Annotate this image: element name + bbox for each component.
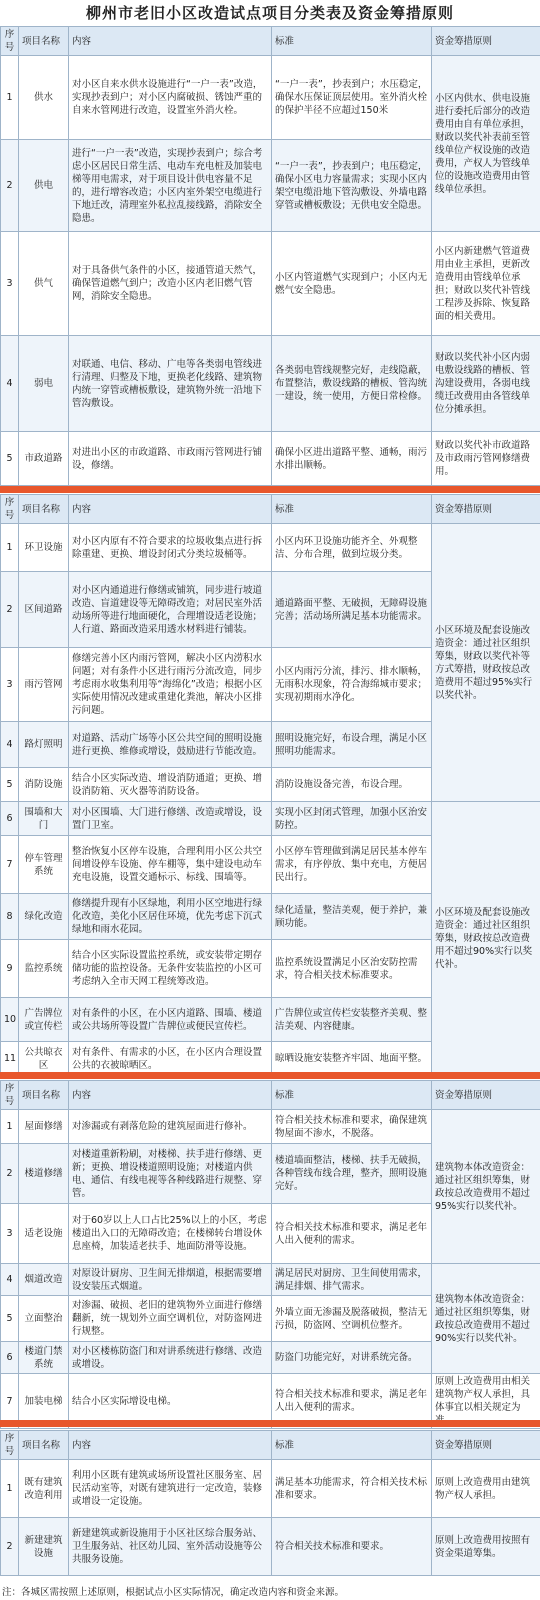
cell-no: 6 — [1, 1342, 19, 1374]
cell-content: 结合小区实际设置监控系统，或安装带定期存储功能的监控设备。无条件安装监控的小区可考虑纳入全市天网工程统筹改造。 — [69, 940, 272, 998]
cell-no: 2 — [1, 1144, 19, 1204]
cell-content: 对小区内原有不符合要求的垃圾收集点进行拆除重建、更换、增设封闭式分类垃圾桶等。 — [69, 524, 272, 572]
cell-name: 市政道路 — [19, 432, 69, 486]
header-fund: 资金筹措原则 — [432, 1431, 540, 1460]
cell-content: 对原设计厨房、卫生间无排烟道，根据需要增设安装压式烟道。 — [69, 1264, 272, 1296]
table-row — [1, 524, 540, 572]
table-row — [1, 232, 540, 336]
cell-fund: 原则上改造费用由建筑物产权人承担。 — [432, 1460, 540, 1518]
table-header — [1, 1081, 540, 1110]
cell-no: 7 — [1, 1374, 19, 1429]
table-row — [1, 1518, 540, 1576]
cell-standard: 消防设施设备完善，布设合理。 — [272, 768, 432, 802]
cell-standard: “一户一表”，抄表到户；水压稳定，确保水压保证顶层使用。室外消火栓的保护半径不应超过150米 — [272, 56, 432, 140]
cell-no: 4 — [1, 1264, 19, 1296]
cell-name: 雨污管网 — [19, 648, 69, 722]
table-row — [1, 336, 540, 432]
cell-standard: 照明设施完好，布设合理，满足小区照明功能需求。 — [272, 722, 432, 768]
cell-content: 对小区围墙、大门进行修缮、改造或增设，设置门卫室。 — [69, 802, 272, 836]
cell-standard: 符合相关技术标准和要求，确保建筑物屋面不渗水，不脱落。 — [272, 1110, 432, 1144]
cell-no: 3 — [1, 1204, 19, 1264]
cell-standard: “一户一表”，抄表到户；电压稳定，确保小区电力容量需求；实现小区内架空电缆沿地下管沟敷设、外墙电路穿管或槽板敷设；无供电安全隐患。 — [272, 140, 432, 232]
header-name: 项目名称 — [19, 1431, 69, 1460]
section-divider — [0, 1420, 540, 1427]
cell-standard: 符合相关技术标准和要求。 — [272, 1518, 432, 1576]
header-content: 内容 — [69, 1081, 272, 1110]
cell-name: 供气 — [19, 232, 69, 336]
cell-no: 1 — [1, 56, 19, 140]
section-divider — [0, 486, 540, 493]
cell-name: 公共晾衣区 — [19, 1042, 69, 1076]
cell-standard: 确保小区进出道路平整、通畅，雨污水排出顺畅。 — [272, 432, 432, 486]
cell-content: 对小区楼栋防盗门和对讲系统进行修缮、改造或增设。 — [69, 1342, 272, 1374]
cell-name: 既有建筑改造利用 — [19, 1460, 69, 1518]
cell-no: 3 — [1, 648, 19, 722]
cell-name: 环卫设施 — [19, 524, 69, 572]
cell-no: 5 — [1, 768, 19, 802]
cell-name: 路灯照明 — [19, 722, 69, 768]
cell-content: 结合小区实际改造、增设消防通道；更换、增设消防箱、灭火器等消防设备。 — [69, 768, 272, 802]
cell-name: 区间道路 — [19, 572, 69, 648]
cell-standard: 小区内管道燃气实现到户；小区内无燃气安全隐患。 — [272, 232, 432, 336]
page-title: 柳州市老旧小区改造试点项目分类表及资金筹措原则 — [85, 3, 454, 22]
header-standard: 标准 — [272, 1081, 432, 1110]
cell-no: 1 — [1, 1110, 19, 1144]
cell-standard: 楼道墙面整洁，楼梯、扶手无破损，各种管线布线合理，整齐，照明设施完好。 — [272, 1144, 432, 1204]
cell-standard: 小区内环卫设施功能齐全、外观整洁、分布合理，做到垃圾分类。 — [272, 524, 432, 572]
cell-name: 加装电梯 — [19, 1374, 69, 1429]
cell-no: 8 — [1, 894, 19, 940]
cell-standard: 各类弱电管线规整完好，走线隐蔽，布置整洁，敷设线路的槽板、管沟统一建设，统一使用，方便日常检修。 — [272, 336, 432, 432]
cell-name: 围墙和大门 — [19, 802, 69, 836]
cell-no: 11 — [1, 1042, 19, 1076]
header-no: 序号 — [1, 1081, 19, 1110]
header-name: 项目名称 — [19, 1081, 69, 1110]
cell-no: 6 — [1, 802, 19, 836]
footnote: 注：各城区需按照上述原则，根据试点小区实际情况，确定改造内容和资金来源。 — [2, 1587, 345, 1598]
cell-no: 2 — [1, 572, 19, 648]
cell-no: 10 — [1, 998, 19, 1042]
table-row — [1, 56, 540, 140]
cell-standard: 通道路面平整、无破损，无障碍设施完善；活动场所满足基本功能需求。 — [272, 572, 432, 648]
cell-content: 对于具备供气条件的小区，接通管道天然气，确保管道燃气到户；改造小区内老旧燃气管网，消除安全隐患。 — [69, 232, 272, 336]
cell-standard: 满足居民对厨房、卫生间使用需求，满足排烟、排气需求。 — [272, 1264, 432, 1296]
cell-fund: 财政以奖代补小区内弱电敷设线路的槽板、管沟建设费用，各弱电线缆迁改费用由各管线单位分摊承担。 — [432, 336, 540, 432]
cell-name: 消防设施 — [19, 768, 69, 802]
section-divider — [0, 1072, 540, 1079]
header-fund: 资金筹措原则 — [432, 1081, 540, 1110]
table-row — [1, 1460, 540, 1518]
table-section-3 — [0, 1080, 540, 1429]
table-header — [1, 27, 540, 56]
header-standard: 标准 — [272, 495, 432, 524]
table-section-4 — [0, 1430, 540, 1576]
cell-fund: 小区环境及配套设施改造资金：通过社区组织筹集，财政以奖代补等方式筹措，财政按总改造费用不超过95%实行以奖代补。 — [432, 524, 540, 802]
cell-content: 对道路、活动广场等小区公共空间的照明设施进行更换、维修或增设，鼓励进行节能改造。 — [69, 722, 272, 768]
table-section-2 — [0, 494, 540, 1076]
cell-content: 利用小区既有建筑或场所设置社区服务室、居民活动室等，对既有建筑进行一定改造，装修或增设一定设施。 — [69, 1460, 272, 1518]
cell-content: 进行“一户一表”改造，实现抄表到户；综合考虑小区居民日常生活、电动车充电桩及加装电梯等用电需求，对于项目设计供电容量不足的，进行增容改造；小区内室外架空电缆进行下地迁改，清理室外私拉乱接线路，消除安全隐患。 — [69, 140, 272, 232]
cell-content: 对有条件的小区，在小区内道路、围墙、楼道或公共场所等设置广告牌位或便民宣传栏。 — [69, 998, 272, 1042]
cell-content: 修缮完善小区内雨污管网，解决小区内涝积水问题；对有条件小区进行雨污分流改造，同步考虑雨水收集利用等“海绵化”改造；根据小区实际使用情况改建或重建化粪池，解决小区排污问题。 — [69, 648, 272, 722]
cell-no: 9 — [1, 940, 19, 998]
header-standard: 标准 — [272, 27, 432, 56]
cell-fund: 财政以奖代补市政道路及市政雨污管网修缮费用。 — [432, 432, 540, 486]
cell-standard: 小区内雨污分流，排污、排水顺畅，无雨积水现象，符合海绵城市要求；实现初期雨水净化。 — [272, 648, 432, 722]
cell-standard: 满足基本功能需求，符合相关技术标准和要求。 — [272, 1460, 432, 1518]
cell-name: 监控系统 — [19, 940, 69, 998]
cell-standard: 监控系统设置满足小区治安防控需求，符合相关技术标准要求。 — [272, 940, 432, 998]
cell-content: 结合小区实际增设电梯。 — [69, 1374, 272, 1429]
cell-fund: 小区内供水、供电设施进行委托后部分的改造费用由自有单位承担，财政以奖代补表前至管线单位产权设施的改造费用，产权人为管线单位的设施改造费用由管线单位承担。 — [432, 56, 540, 232]
cell-name: 烟道改造 — [19, 1264, 69, 1296]
header-standard: 标准 — [272, 1431, 432, 1460]
cell-no: 4 — [1, 722, 19, 768]
table-row — [1, 1110, 540, 1144]
cell-standard: 防盗门功能完好，对讲系统完备。 — [272, 1342, 432, 1374]
header-name: 项目名称 — [19, 27, 69, 56]
cell-no: 1 — [1, 1460, 19, 1518]
cell-content: 对楼道重新粉刷，对楼梯、扶手进行修缮、更新；更换、增设楼道照明设施；对楼道内供电、通信、有线电视等各种线路进行规整、穿管。 — [69, 1144, 272, 1204]
cell-name: 绿化改造 — [19, 894, 69, 940]
cell-no: 5 — [1, 432, 19, 486]
table-row — [1, 432, 540, 486]
cell-no: 2 — [1, 140, 19, 232]
cell-name: 广告牌位或宣传栏 — [19, 998, 69, 1042]
header-fund: 资金筹措原则 — [432, 27, 540, 56]
cell-name: 适老设施 — [19, 1204, 69, 1264]
cell-standard: 外墙立面无渗漏及脱落破损，整洁无污损，防盗网、空调机位整齐。 — [272, 1296, 432, 1342]
header-no: 序号 — [1, 495, 19, 524]
cell-fund: 原则上改造费用由相关建筑物产权人承担，具体事宜以相关规定为 — [432, 1374, 540, 1429]
cell-content: 对进出小区的市政道路、市政雨污管网进行铺设，修缮。 — [69, 432, 272, 486]
cell-standard: 晾晒设施安装整齐牢固、地面平整。 — [272, 1042, 432, 1076]
cell-standard: 符合相关技术标准和要求，满足老年人出入便利的需求。 — [272, 1204, 432, 1264]
cell-no: 4 — [1, 336, 19, 432]
table-section-1 — [0, 26, 540, 486]
cell-standard: 符合相关技术标准和要求，满足老年人出入便利的需求。 — [272, 1374, 432, 1429]
table-row — [1, 1264, 540, 1296]
cell-fund: 小区内新建燃气管道费用由业主承担，更新改造费用由管线单位承担；财政以奖代补管线工程涉及拆除、恢复路面的相关费用。 — [432, 232, 540, 336]
header-name: 项目名称 — [19, 495, 69, 524]
cell-standard: 绿化适量，整洁美观，便于养护，兼顾功能。 — [272, 894, 432, 940]
cell-name: 弱电 — [19, 336, 69, 432]
cell-name: 停车管理系统 — [19, 836, 69, 894]
header-content: 内容 — [69, 495, 272, 524]
cell-fund: 原则上改造费用按照有资金渠道筹集。 — [432, 1518, 540, 1576]
cell-no: 1 — [1, 524, 19, 572]
cell-name: 楼道门禁系统 — [19, 1342, 69, 1374]
header-content: 内容 — [69, 27, 272, 56]
table-header — [1, 1431, 540, 1460]
title-bar — [0, 0, 540, 24]
cell-name: 屋面修缮 — [19, 1110, 69, 1144]
table-row — [1, 802, 540, 836]
cell-content: 对于60岁以上人口占比25%以上的小区，考虑楼道出入口的无障碍改造；在楼梯转台增设休息座椅，加装适老扶手、地面防滑等设施。 — [69, 1204, 272, 1264]
cell-content: 对渗漏或有剥落危险的建筑屋面进行修补。 — [69, 1110, 272, 1144]
cell-content: 对小区自来水供水设施进行“一户一表”改造，实现抄表到户；对小区内腐破损、锈蚀严重的自来水管网进行改造，设置室外消火栓。 — [69, 56, 272, 140]
cell-content: 对小区内通道进行修缮或铺筑，同步进行坡道改造、盲道建设等无障碍改造；对居民室外活动场所等进行地面硬化，合理增设适老设施；人行道、路面改造采用透水材料进行铺装。 — [69, 572, 272, 648]
cell-no: 2 — [1, 1518, 19, 1576]
header-no: 序号 — [1, 27, 19, 56]
cell-fund: 小区环境及配套设施改造资金：通过社区组织筹集，财政按总改造费用不超过90%实行以奖代补。 — [432, 802, 540, 1076]
cell-content: 修缮提升现有小区绿地，利用小区空地进行绿化改造，美化小区居住环境，优先考虑下沉式绿地和雨水花园。 — [69, 894, 272, 940]
cell-standard: 广告牌位或宣传栏安装整齐美观、整洁美观、内容健康。 — [272, 998, 432, 1042]
cell-content: 对有条件、有需求的小区，在小区内合理设置公共的衣被晾晒区。 — [69, 1042, 272, 1076]
cell-name: 供电 — [19, 140, 69, 232]
cell-standard: 实现小区封闭式管理，加强小区治安防控。 — [272, 802, 432, 836]
cell-name: 立面整治 — [19, 1296, 69, 1342]
cell-content: 新建建筑或新设施用于小区社区综合服务站、卫生服务站、社区幼儿园、室外活动设施等公共服务设施。 — [69, 1518, 272, 1576]
cell-no: 5 — [1, 1296, 19, 1342]
cell-content: 对渗漏、破损、老旧的建筑物外立面进行修缮翻新，统一规划外立面空调机位，对防盗网进行规整。 — [69, 1296, 272, 1342]
cell-no: 7 — [1, 836, 19, 894]
cell-name: 供水 — [19, 56, 69, 140]
header-content: 内容 — [69, 1431, 272, 1460]
cell-name: 新建建筑设施 — [19, 1518, 69, 1576]
cell-no: 3 — [1, 232, 19, 336]
table-header — [1, 495, 540, 524]
cell-standard: 小区停车管理做到满足居民基本停车需求，有序停放、集中充电，方便居民出行。 — [272, 836, 432, 894]
cell-content: 整治恢复小区停车设施，合理利用小区公共空间增设停车设施、停车棚等，集中建设电动车充电设施，设置交通标示、标线、围墙等。 — [69, 836, 272, 894]
header-fund: 资金筹措原则 — [432, 495, 540, 524]
cell-fund: 建筑物本体改造资金：通过社区组织筹集，财政按总改造费用不超过95%实行以奖代补。 — [432, 1110, 540, 1264]
cell-fund: 建筑物本体改造资金：通过社区组织筹集，财政按总改造费用不超过90%实行以奖代补。 — [432, 1264, 540, 1374]
cell-name: 楼道修缮 — [19, 1144, 69, 1204]
cell-content: 对联通、电信、移动、广电等各类弱电管线进行清理、归整及下地，更换老化线路、建筑物内统一穿管或槽板敷设，建筑物外统一沿地下管沟敷设。 — [69, 336, 272, 432]
header-no: 序号 — [1, 1431, 19, 1460]
